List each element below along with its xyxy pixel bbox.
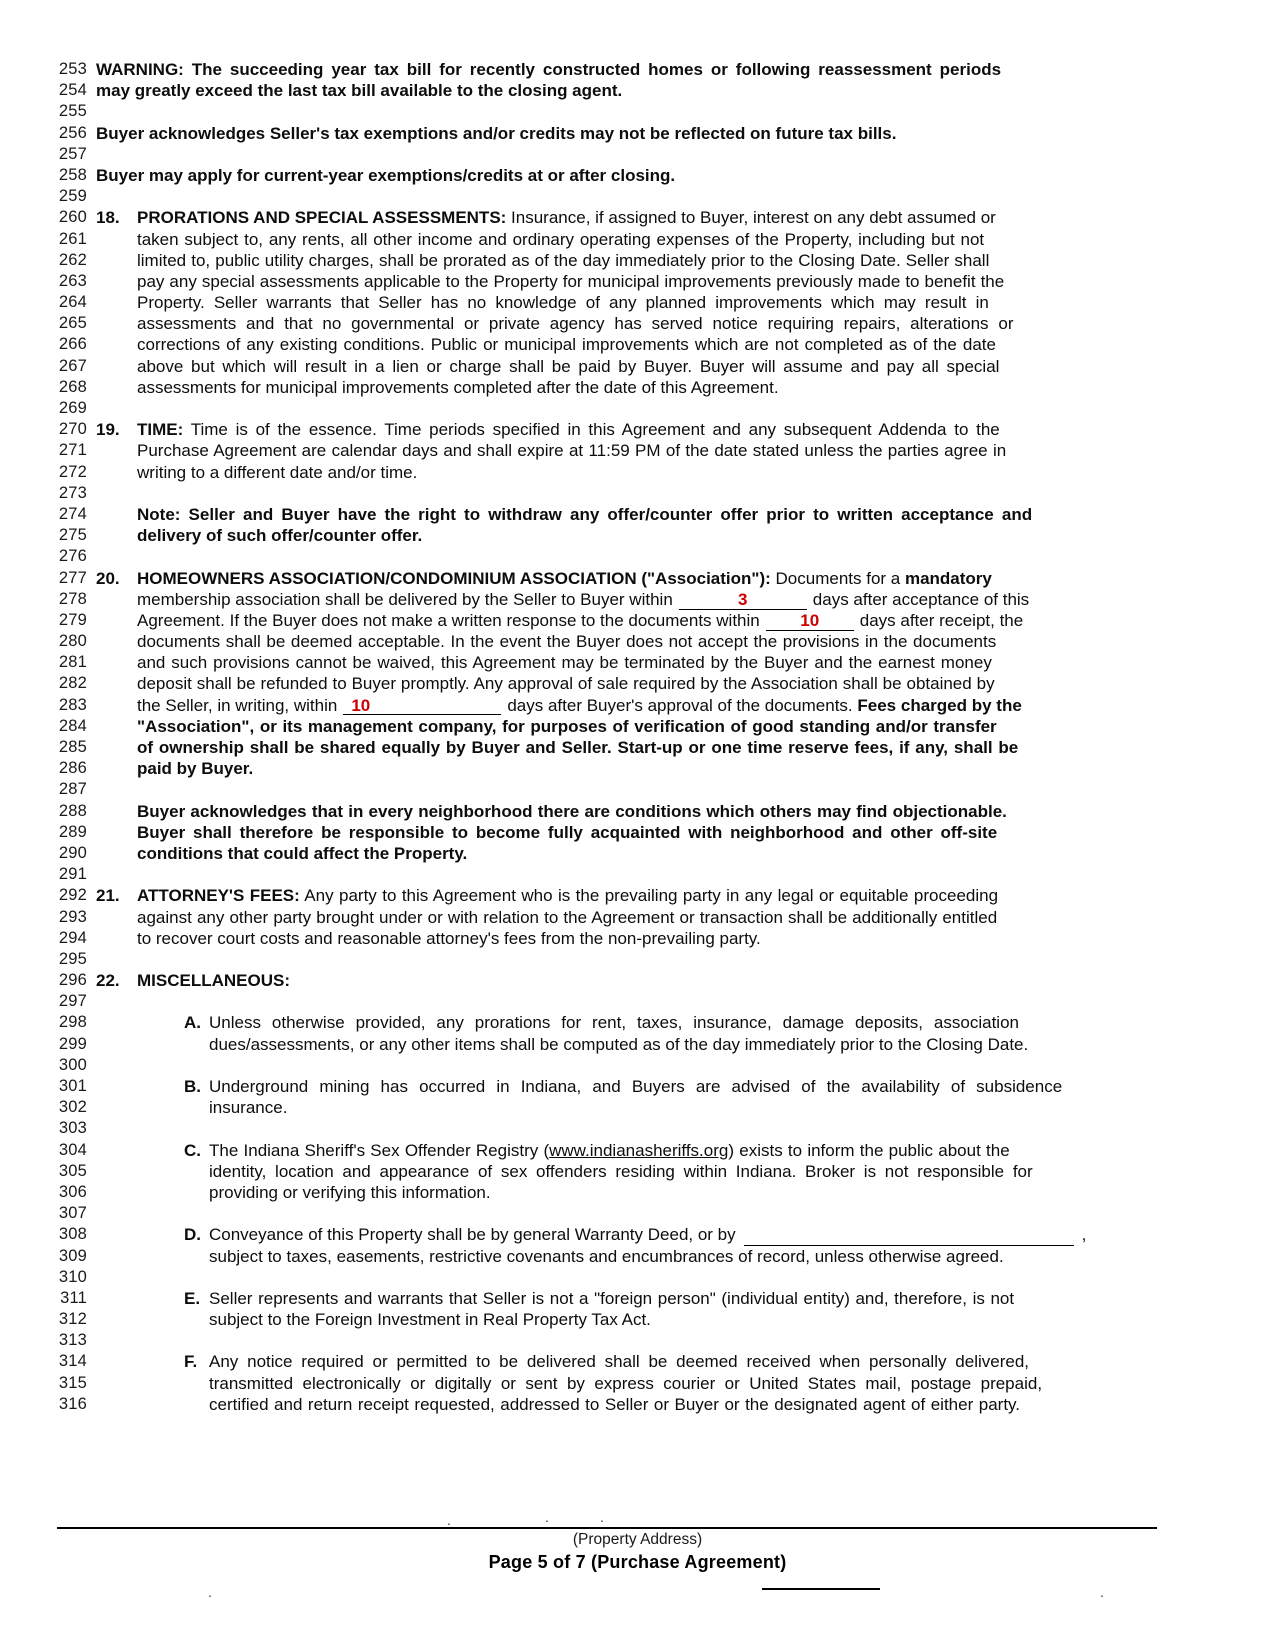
clause-lead-plain: Documents for a: [770, 568, 905, 588]
clause-heading: PRORATIONS AND SPECIAL ASSESSMENTS:: [137, 208, 507, 228]
line-number: 257: [58, 144, 87, 163]
text-line: [0, 271, 1275, 292]
line-number: 277: [58, 568, 87, 587]
line-text: conditions that could affect the Property.: [137, 843, 468, 863]
hoa-delivery-text-b: days after acceptance of this: [812, 589, 1030, 609]
line-number: 305: [58, 1161, 87, 1180]
text-line: [0, 864, 1275, 885]
line-text: [96, 589, 1275, 610]
text-line: [0, 398, 1275, 419]
hoa-response-days-value: 10: [800, 610, 820, 630]
line-number: 290: [58, 843, 87, 862]
line-number: 309: [58, 1246, 87, 1265]
text-line: [0, 1097, 1275, 1118]
line-number: 274: [58, 504, 87, 523]
line-text: deposit shall be refunded to Buyer promptly. Any approval of sale required by the Association shall be obtained by: [137, 674, 995, 694]
hoa-response-text-b: days after receipt, the: [859, 610, 1024, 630]
line-number: 285: [58, 738, 87, 756]
line-number: 272: [58, 462, 87, 481]
hoa-delivery-days-field[interactable]: [679, 590, 807, 610]
hoa-fees-bold-lead: Fees charged by the: [857, 695, 1022, 715]
line-number: 289: [58, 822, 87, 841]
document-body: [0, 59, 1275, 1415]
line-text: subject to the Foreign Investment in Real Property Tax Act.: [209, 1310, 651, 1330]
hoa-response-days-field[interactable]: [766, 611, 854, 631]
subitem-f-text: Any notice required or permitted to be delivered shall be deemed received when personally delivered,: [209, 1352, 1030, 1372]
line-number: 268: [58, 377, 87, 396]
line-number: 273: [58, 483, 87, 502]
clause-19-line: [0, 419, 1275, 440]
line-number: 304: [58, 1140, 87, 1159]
line-text: taken subject to, any rents, all other income and ordinary operating expenses of the Property, including but not: [137, 229, 985, 249]
line-text: [96, 207, 1275, 228]
text-line: [0, 1373, 1275, 1394]
line-text: of ownership shall be shared equally by Buyer and Seller. Start-up or one time reserve fees, if any, shall be: [137, 738, 1019, 757]
text-line: [0, 1330, 1275, 1351]
line-text: identity, location and appearance of sex offenders residing within Indiana. Broker is not responsible for: [209, 1161, 1033, 1181]
text-line: [0, 377, 1275, 398]
line-number: 276: [58, 547, 87, 566]
subitem-f-line: [0, 1351, 1275, 1372]
line-number: 253: [58, 60, 87, 78]
line-number: 254: [58, 81, 87, 100]
line-number: 286: [58, 759, 87, 778]
line-number: 279: [58, 610, 87, 629]
line-text: [96, 1076, 1275, 1097]
line-text: [96, 610, 1275, 631]
text-line: [0, 1246, 1275, 1267]
line-text: Note: Seller and Buyer have the right to withdraw any offer/counter offer prior to written acceptance and: [137, 504, 1033, 524]
line-number: 261: [58, 229, 87, 248]
text-line: [0, 673, 1275, 694]
line-text: to recover court costs and reasonable attorney's fees from the non-prevailing party.: [137, 928, 761, 948]
line-text: delivery of such offer/counter offer.: [137, 526, 423, 546]
line-number: 295: [58, 949, 87, 968]
hoa-delivery-text-a: membership association shall be delivered by the Seller to Buyer within: [137, 589, 673, 609]
clause-number: 21.: [96, 886, 120, 906]
clause-lead-bold: mandatory: [904, 568, 992, 588]
page-label: Page 5 of 7 (Purchase Agreement): [488, 1552, 787, 1572]
text-line: [0, 1182, 1275, 1203]
line-text: [96, 885, 1275, 906]
property-address-caption: (Property Address): [572, 1531, 703, 1548]
hoa-approval-text-a: the Seller, in writing, within: [137, 695, 338, 715]
clause-21-line: [0, 885, 1275, 906]
text-line: [0, 631, 1275, 652]
text-line: [0, 546, 1275, 567]
subitem-letter: F.: [184, 1352, 198, 1372]
line-text: documents shall be deemed acceptable. In the event the Buyer does not accept the provisions in the documents: [137, 632, 997, 652]
hoa-delivery-days-value: 3: [738, 589, 748, 609]
clause-22-line: [0, 970, 1275, 991]
scan-artifact-dot: .: [208, 1584, 212, 1600]
line-number: 310: [58, 1267, 87, 1286]
text-line: [0, 59, 1275, 80]
subitem-d-post: ,: [1081, 1225, 1087, 1245]
line-number: 262: [58, 250, 87, 269]
hoa-approval-days-value: 10: [351, 695, 371, 715]
text-line: [0, 462, 1275, 483]
line-number: 255: [58, 102, 87, 121]
line-number: 271: [58, 441, 87, 460]
line-text: providing or verifying this information.: [209, 1182, 491, 1202]
line-text: subject to taxes, easements, restrictive covenants and encumbrances of record, unless otherwise agreed.: [209, 1246, 1004, 1266]
line-number: 259: [58, 187, 87, 206]
clause-heading: TIME:: [137, 420, 184, 440]
hoa-days-response-line: [0, 610, 1275, 631]
line-number: 288: [58, 801, 87, 820]
initials-signature-line[interactable]: [762, 1588, 880, 1590]
line-text: pay any special assessments applicable to the Property for municipal improvements previously made to benefit the: [137, 271, 1005, 291]
line-text: against any other party brought under or with relation to the Agreement or transaction shall be additionally entitled: [137, 907, 998, 927]
line-number: 282: [58, 674, 87, 693]
line-text: [96, 970, 1275, 991]
text-line: [0, 525, 1275, 546]
line-text: [96, 1351, 1275, 1372]
subitem-letter: C.: [184, 1140, 201, 1160]
text-line: [0, 1055, 1275, 1076]
line-text: certified and return receipt requested, addressed to Seller or Buyer or the designated agent of either party.: [209, 1394, 1021, 1414]
line-text: insurance.: [209, 1098, 288, 1118]
line-number: 256: [58, 123, 87, 142]
line-number: 292: [58, 886, 87, 905]
line-number: 291: [58, 865, 87, 884]
line-number: 298: [58, 1013, 87, 1032]
line-number: 311: [60, 1288, 87, 1307]
line-number: 296: [58, 971, 87, 990]
clause-heading: MISCELLANEOUS:: [137, 971, 290, 991]
line-number: 315: [58, 1373, 87, 1392]
text-line: [0, 1203, 1275, 1224]
clause-heading: HOMEOWNERS ASSOCIATION/CONDOMINIUM ASSOCIATION ("Association"):: [137, 568, 771, 588]
clause-heading: ATTORNEY'S FEES:: [137, 886, 300, 906]
line-text: paid by Buyer.: [137, 759, 254, 779]
subitem-letter: E.: [184, 1288, 201, 1308]
line-number: 301: [58, 1077, 87, 1095]
text-line: [0, 334, 1275, 355]
line-text: Buyer shall therefore be responsible to become fully acquainted with neighborhood and other off-site: [137, 822, 998, 842]
text-line: [0, 652, 1275, 673]
text-line: [0, 123, 1275, 144]
scan-artifact-dot: .: [447, 1512, 451, 1528]
hoa-response-text-a: Agreement. If the Buyer does not make a written response to the documents within: [137, 610, 760, 630]
text-line: [0, 843, 1275, 864]
text-line: [0, 144, 1275, 165]
clause-20-line: [0, 568, 1275, 589]
conveyance-deed-type-field[interactable]: [744, 1228, 1074, 1246]
line-text: Property. Seller warrants that Seller has no knowledge of any planned improvements which may result in: [137, 293, 989, 313]
line-number: 283: [58, 695, 87, 714]
text-line: [0, 165, 1275, 186]
line-text: assessments for municipal improvements completed after the date of this Agreement.: [137, 377, 779, 397]
scan-artifact-dot: .: [1100, 1584, 1104, 1600]
line-number: 266: [58, 335, 87, 354]
line-text: may greatly exceed the last tax bill available to the closing agent.: [96, 81, 623, 101]
text-line: [0, 758, 1275, 779]
subitem-c-post: ) exists to inform the public about the: [728, 1140, 1010, 1160]
subitem-letter: A.: [184, 1013, 201, 1033]
line-text: limited to, public utility charges, shall be prorated as of the day immediately prior to the Closing Date. Seller shall: [137, 250, 990, 270]
hoa-days-delivery-line: [0, 589, 1275, 610]
line-text: Buyer may apply for current-year exemptions/credits at or after closing.: [96, 165, 676, 185]
text-line: [0, 80, 1275, 101]
indiana-sheriffs-registry-link[interactable]: www.indianasheriffs.org: [549, 1140, 729, 1160]
text-line: [0, 779, 1275, 800]
text-line: [0, 1394, 1275, 1415]
line-number: 260: [58, 208, 87, 227]
subitem-d-pre: Conveyance of this Property shall be by general Warranty Deed, or by: [209, 1225, 736, 1245]
line-number: 302: [58, 1098, 87, 1117]
line-text: writing to a different date and/or time.: [137, 462, 418, 482]
hoa-approval-text-b: days after Buyer's approval of the documents.: [507, 695, 853, 715]
text-line: [0, 1161, 1275, 1182]
text-line: [0, 101, 1275, 122]
text-line: [0, 822, 1275, 843]
line-number: 281: [58, 653, 87, 672]
hoa-approval-days-field[interactable]: [343, 696, 501, 715]
line-text: transmitted electronically or digitally or sent by express courier or United States mail, postage prepaid,: [209, 1373, 1043, 1393]
line-number: 316: [58, 1394, 87, 1413]
line-text: and such provisions cannot be waived, this Agreement may be terminated by the Buyer and the earnest money: [137, 653, 992, 673]
subitem-a-line: [0, 1012, 1275, 1033]
line-number: 299: [58, 1034, 87, 1053]
clause-number: 19.: [96, 420, 120, 440]
subitem-letter: D.: [184, 1225, 201, 1245]
clause-number: 18.: [96, 208, 120, 228]
line-number: 306: [58, 1182, 87, 1201]
text-line: [0, 928, 1275, 949]
line-text: dues/assessments, or any other items shall be computed as of the day immediately prior to the Closing Date.: [209, 1034, 1029, 1054]
line-number: 278: [58, 589, 87, 608]
line-text: [96, 1288, 1275, 1309]
line-number: 284: [58, 716, 87, 735]
line-number: 307: [58, 1204, 87, 1223]
line-number: 270: [58, 420, 87, 439]
line-text: WARNING: The succeeding year tax bill for recently constructed homes or following reassessment periods: [96, 60, 1002, 79]
text-line: [0, 313, 1275, 334]
text-line: [0, 1267, 1275, 1288]
text-line: [0, 991, 1275, 1012]
text-line: [0, 186, 1275, 207]
line-number: 265: [58, 314, 87, 333]
line-text: "Association", or its management company, for purposes of verification of good standing and/or transfer: [137, 716, 997, 736]
text-line: [0, 229, 1275, 250]
line-number: 275: [58, 526, 87, 545]
text-line: [0, 801, 1275, 822]
scan-artifact-dot: .: [545, 1509, 549, 1525]
subitem-c-pre: The Indiana Sheriff's Sex Offender Registry (: [209, 1140, 550, 1160]
clause-number: 20.: [96, 568, 120, 588]
line-text: assessments and that no governmental or private agency has served notice requiring repairs, alterations or: [137, 314, 1014, 334]
subitem-b-line: [0, 1076, 1275, 1097]
text-line: [0, 1118, 1275, 1139]
text-line: [0, 356, 1275, 377]
hoa-approval-days-line: [0, 695, 1275, 716]
subitem-a-text: Unless otherwise provided, any prorations for rent, taxes, insurance, damage deposits, association: [209, 1013, 1019, 1033]
text-line: [0, 907, 1275, 928]
line-text: corrections of any existing conditions. Public or municipal improvements which are not completed as of the date: [137, 335, 996, 355]
text-line: [0, 440, 1275, 461]
subitem-e-text: Seller represents and warrants that Seller is not a "foreign person" (individual entity) and, therefore, is not: [209, 1288, 1015, 1308]
text-line: [0, 949, 1275, 970]
line-number: 263: [58, 271, 87, 290]
line-number: 303: [58, 1119, 87, 1138]
text-line: [0, 504, 1275, 525]
text-line: [0, 1309, 1275, 1330]
text-line: [0, 483, 1275, 504]
text-line: [0, 716, 1275, 737]
line-number: 258: [58, 165, 87, 184]
scan-artifact-dot: .: [600, 1509, 604, 1525]
line-text: [96, 1012, 1275, 1033]
line-number: 293: [58, 907, 87, 926]
line-text: Buyer acknowledges that in every neighborhood there are conditions which others may find objectionable.: [137, 801, 1007, 821]
line-number: 267: [58, 356, 87, 375]
subitem-letter: B.: [184, 1077, 201, 1096]
clause-number: 22.: [96, 971, 120, 991]
line-number: 280: [58, 632, 87, 651]
line-text: [96, 1224, 1275, 1245]
line-number: 313: [58, 1331, 87, 1350]
subitem-d-line: [0, 1224, 1275, 1245]
line-number: 297: [58, 992, 87, 1011]
line-text: Purchase Agreement are calendar days and shall expire at 11:59 PM of the date stated unless the parties agree in: [137, 441, 1007, 461]
line-number: 264: [58, 293, 87, 312]
text-line: [0, 250, 1275, 271]
clause-lead: Any party to this Agreement who is the prevailing party in any legal or equitable proceeding: [299, 886, 999, 906]
text-line: [0, 737, 1275, 758]
line-number: 269: [58, 399, 87, 417]
line-number: 312: [58, 1310, 87, 1329]
line-number: 308: [58, 1225, 87, 1244]
line-text: [96, 1140, 1275, 1161]
clause-lead: Insurance, if assigned to Buyer, interest on any debt assumed or: [506, 208, 996, 228]
text-line: [0, 292, 1275, 313]
clause-18-line: [0, 207, 1275, 228]
clause-lead: Time is of the essence. Time periods specified in this Agreement and any subsequent Addenda to the: [183, 420, 1000, 440]
line-text: [96, 568, 1275, 589]
line-number: 294: [58, 928, 87, 947]
text-line: [0, 1034, 1275, 1055]
footer-divider: [57, 1527, 1157, 1529]
line-text: [96, 695, 1275, 716]
subitem-e-line: [0, 1288, 1275, 1309]
subitem-c-line: [0, 1140, 1275, 1161]
line-text: above but which will result in a lien or charge shall be paid by Buyer. Buyer will assume and pay all special: [137, 356, 1000, 376]
subitem-b-text: Underground mining has occurred in Indiana, and Buyers are advised of the availability of subsidence: [209, 1077, 1063, 1096]
line-text: [96, 419, 1275, 440]
line-number: 300: [58, 1055, 87, 1074]
line-number: 314: [58, 1352, 87, 1371]
line-number: 287: [58, 780, 87, 799]
line-text: Buyer acknowledges Seller's tax exemptions and/or credits may not be reflected on future tax bills.: [96, 123, 897, 143]
